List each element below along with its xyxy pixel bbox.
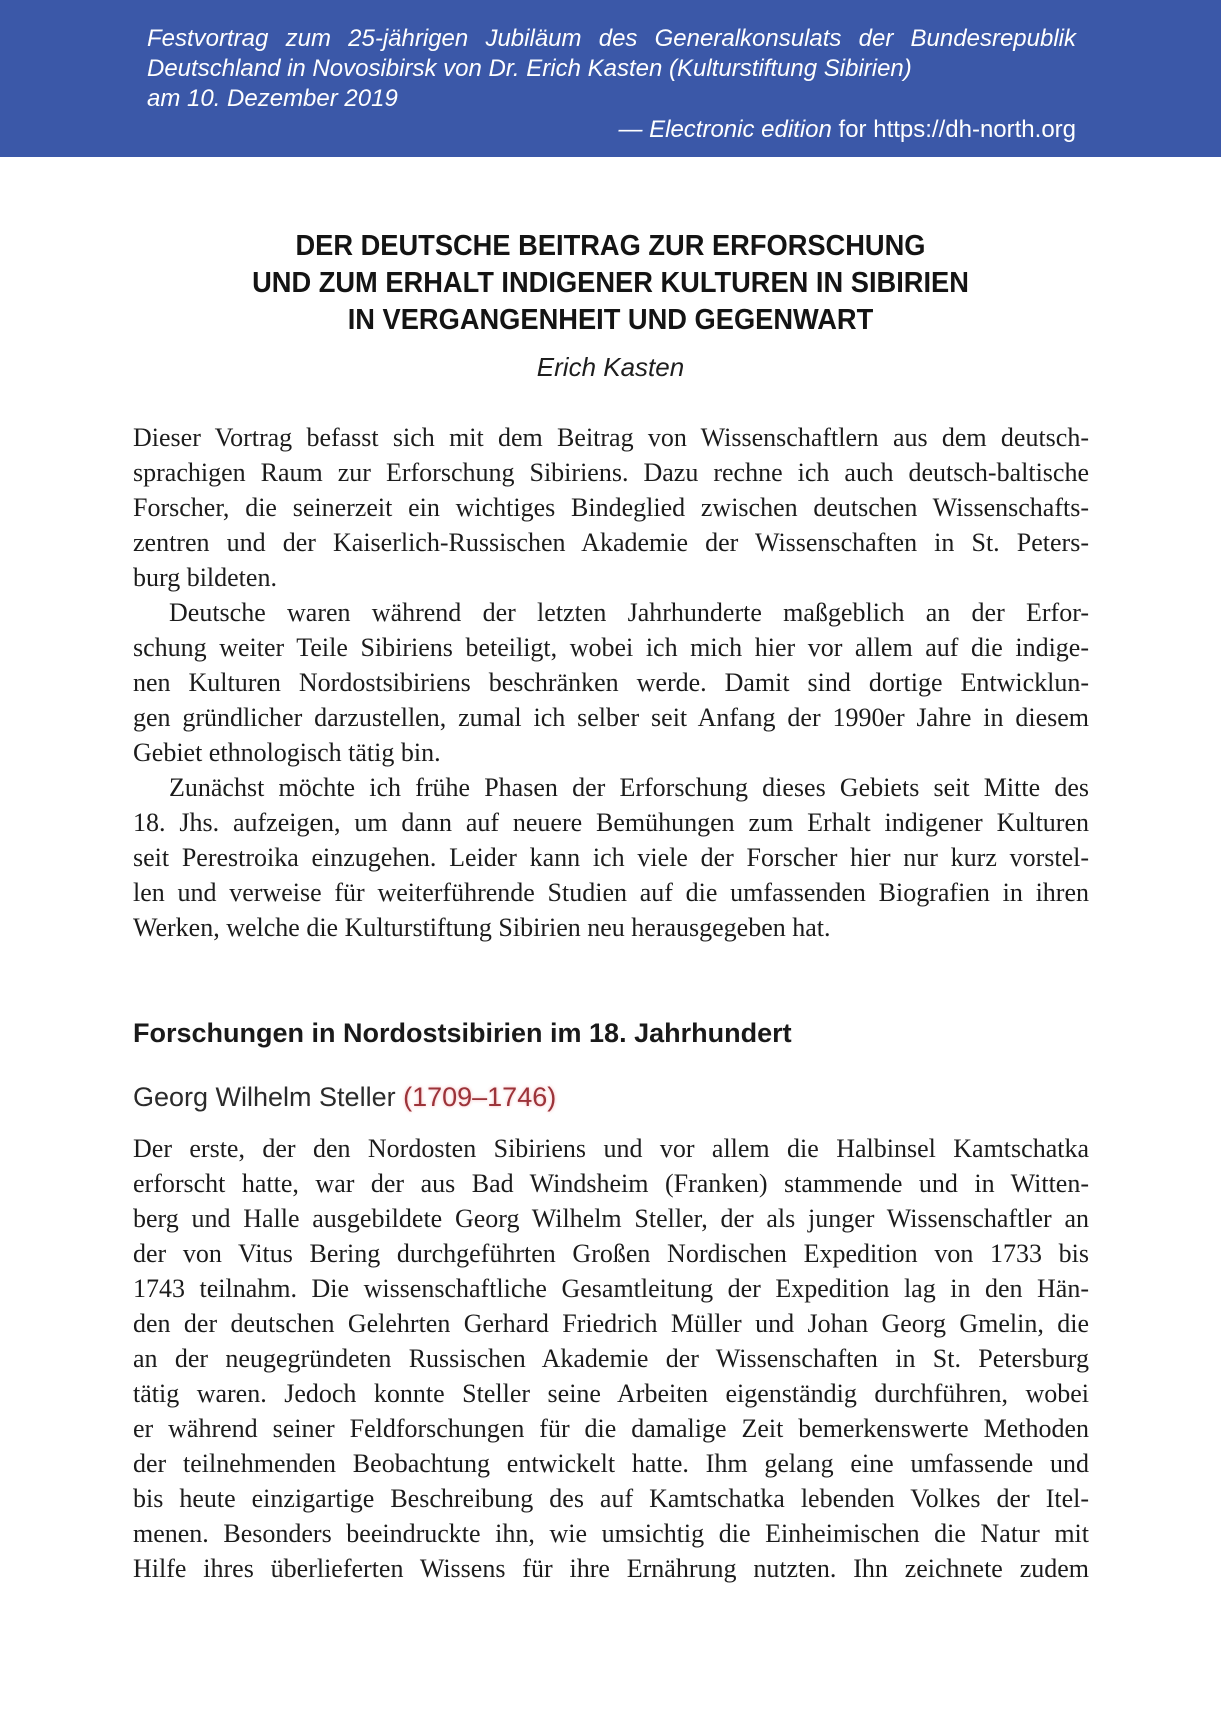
person-dates: (1709–1746) bbox=[403, 1082, 557, 1112]
banner-line: Deutschland in Novosibirsk von Dr. Erich Kasten (Kulturstiftung Sibirien) bbox=[147, 55, 912, 82]
text-line: erforscht hatte, war der aus Bad Windsheim (Franken) stammende und in Witten- bbox=[133, 1169, 1089, 1198]
person-name: Georg Wilhelm Steller bbox=[133, 1082, 404, 1112]
text-line: Dieser Vortrag befasst sich mit dem Beitrag von Wissenschaftlern aus dem deutsch- bbox=[133, 423, 1089, 452]
text-line: berg und Halle ausgebildete Georg Wilhelm Steller, der als junger Wissenschaftler an bbox=[133, 1204, 1089, 1233]
text-line: menen. Besonders beeindruckte ihn, wie umsichtig die Einheimischen die Natur mit bbox=[133, 1519, 1089, 1548]
header-banner bbox=[0, 0, 1221, 157]
text-line: Zunächst möchte ich frühe Phasen der Erforschung dieses Gebiets seit Mitte des bbox=[169, 773, 1089, 802]
banner-line: am 10. Dezember 2019 bbox=[147, 85, 398, 112]
text-line: Hilfe ihres überlieferten Wissens für ihre Ernährung nutzten. Ihn zeichnete zudem bbox=[133, 1554, 1089, 1583]
steller-paragraph-block bbox=[133, 1131, 1089, 1586]
title-line: UND ZUM ERHALT INDIGENER KULTUREN IN SIBIRIEN bbox=[252, 267, 969, 299]
text-line: der von Vitus Bering durchgeführten Großen Nordischen Expedition von 1733 bis bbox=[133, 1239, 1089, 1268]
text-line: Deutsche waren während der letzten Jahrhunderte maßgeblich an der Erfor- bbox=[169, 598, 1089, 627]
text-line: an der neugegründeten Russischen Akademie der Wissenschaften in St. Petersburg bbox=[133, 1344, 1089, 1373]
banner-line: Festvortrag zum 25-jährigen Jubiläum des Generalkonsulats der Bundesrepublik bbox=[147, 25, 1076, 52]
text-line: nen Kulturen Nordostsibiriens beschränken werde. Damit sind dortige Entwicklun- bbox=[133, 668, 1089, 697]
text-line: 1743 teilnahm. Die wissenschaftliche Gesamtleitung der Expedition lag in den Hän- bbox=[133, 1274, 1089, 1303]
edition-label: — Electronic edition bbox=[618, 116, 832, 143]
paragraph bbox=[133, 1131, 1089, 1586]
text-line: tätig waren. Jedoch konnte Steller seine Arbeiten eigenständig durchführen, wobei bbox=[133, 1379, 1089, 1408]
paragraph bbox=[133, 770, 1089, 945]
text-line: Gebiet ethnologisch tätig bin. bbox=[133, 738, 441, 767]
text-line: bis heute einzigartige Beschreibung des auf Kamtschatka lebenden Volkes der Itel- bbox=[133, 1484, 1089, 1513]
text-line: Der erste, der den Nordosten Sibiriens und vor allem die Halbinsel Kamtschatka bbox=[133, 1134, 1089, 1163]
paragraph bbox=[133, 420, 1089, 595]
person-subheading bbox=[133, 1082, 556, 1113]
text-line: der teilnehmenden Beobachtung entwickelt hatte. Ihm gelang eine umfassende und bbox=[133, 1449, 1089, 1478]
section-heading: Forschungen in Nordostsibirien im 18. Jahrhundert bbox=[133, 1018, 792, 1048]
intro-paragraphs bbox=[133, 420, 1089, 945]
text-line: er während seiner Feldforschungen für die damalige Zeit bemerkenswerte Methoden bbox=[133, 1414, 1089, 1443]
text-line: len und verweise für weiterführende Studien auf die umfassenden Biografien in ihren bbox=[133, 878, 1089, 907]
text-line: Werken, welche die Kulturstiftung Sibirien neu herausgegeben hat. bbox=[133, 913, 831, 942]
author-name: Erich Kasten bbox=[536, 352, 685, 382]
text-line: Forscher, die seinerzeit ein wichtiges Bindeglied zwischen deutschen Wissenschafts- bbox=[133, 493, 1089, 522]
title-line: IN VERGANGENHEIT UND GEGENWART bbox=[347, 304, 874, 336]
text-line: den der deutschen Gelehrten Gerhard Friedrich Müller und Johan Georg Gmelin, die bbox=[133, 1309, 1089, 1338]
text-line: seit Perestroika einzugehen. Leider kann ich viele der Forscher hier nur kurz vorstel- bbox=[133, 843, 1089, 872]
electronic-edition-note bbox=[147, 115, 1076, 145]
text-line: schung weiter Teile Sibiriens beteiligt, wobei ich mich hier vor allem auf die indige- bbox=[133, 633, 1089, 662]
text-line: gen gründlicher darzustellen, zumal ich selber seit Anfang der 1990er Jahre in diesem bbox=[133, 703, 1089, 732]
edition-url: for https://dh-north.org bbox=[831, 116, 1076, 143]
text-line: sprachigen Raum zur Erforschung Sibiriens. Dazu rechne ich auch deutsch-baltische bbox=[133, 458, 1089, 487]
text-line: 18. Jhs. aufzeigen, um dann auf neuere Bemühungen zum Erhalt indigener Kulturen bbox=[133, 808, 1089, 837]
text-line: zentren und der Kaiserlich-Russischen Akademie der Wissenschaften in St. Peters- bbox=[133, 528, 1089, 557]
text-line: burg bildeten. bbox=[133, 563, 277, 592]
document-title bbox=[0, 228, 1221, 339]
paragraph bbox=[133, 595, 1089, 770]
title-line: DER DEUTSCHE BEITRAG ZUR ERFORSCHUNG bbox=[295, 230, 926, 262]
